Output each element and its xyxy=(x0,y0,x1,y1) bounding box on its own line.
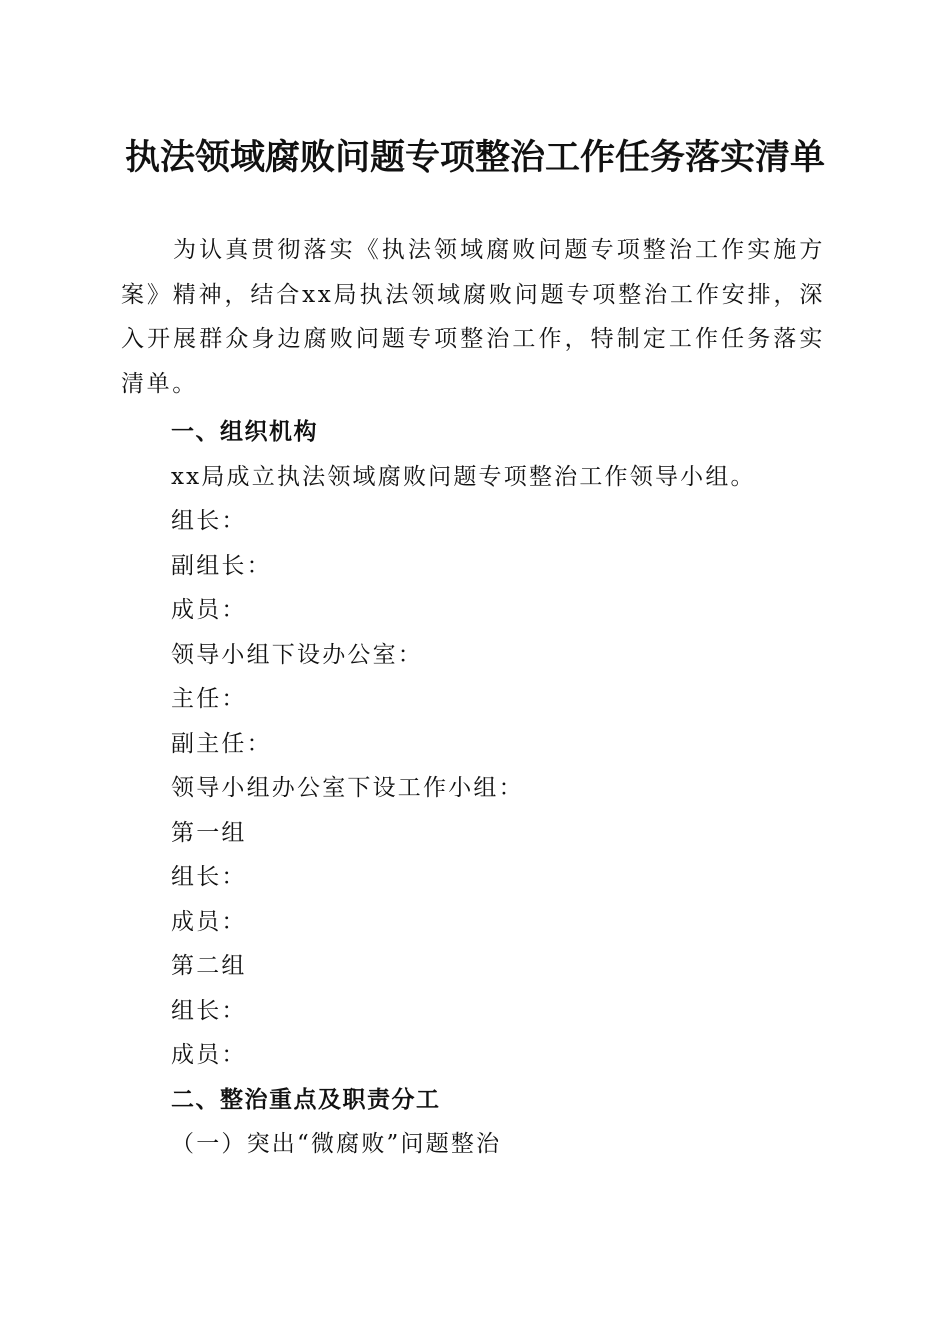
section-heading-organization: 一、组织机构 xyxy=(171,419,318,445)
group-two-label: 第二组 xyxy=(171,953,247,979)
work-groups-line: 领导小组办公室下设工作小组： xyxy=(171,775,524,801)
office-line: 领导小组下设办公室： xyxy=(171,642,423,668)
deputy-director-line: 副主任： xyxy=(171,731,272,757)
director-line: 主任： xyxy=(171,686,247,712)
group-one-members-line: 成员： xyxy=(171,909,247,935)
subsection-heading-micro-corruption: （一）突出“微腐败”问题整治 xyxy=(171,1131,502,1157)
group-one-leader-line: 组长： xyxy=(171,864,247,890)
group-two-leader-line: 组长： xyxy=(171,998,247,1024)
group-one-label: 第一组 xyxy=(171,820,247,846)
members-line: 成员： xyxy=(171,597,247,623)
group-two-members-line: 成员： xyxy=(171,1042,247,1068)
org-statement: xx局成立执法领域腐败问题专项整治工作领导小组。 xyxy=(171,464,756,490)
intro-paragraph: 为认真贯彻落实《执法领域腐败问题专项整治工作实施方案》精神，结合xx局执法领域腐败问题专项整治工作安排，深入开展群众身边腐败问题专项整治工作，特制定工作任务落实清单。 xyxy=(121,237,825,397)
deputy-leader-line: 副组长： xyxy=(171,553,272,579)
leader-line: 组长： xyxy=(171,508,247,534)
document-title: 执法领域腐败问题专项整治工作任务落实清单 xyxy=(124,137,825,178)
section-heading-priorities: 二、整治重点及职责分工 xyxy=(171,1087,441,1113)
